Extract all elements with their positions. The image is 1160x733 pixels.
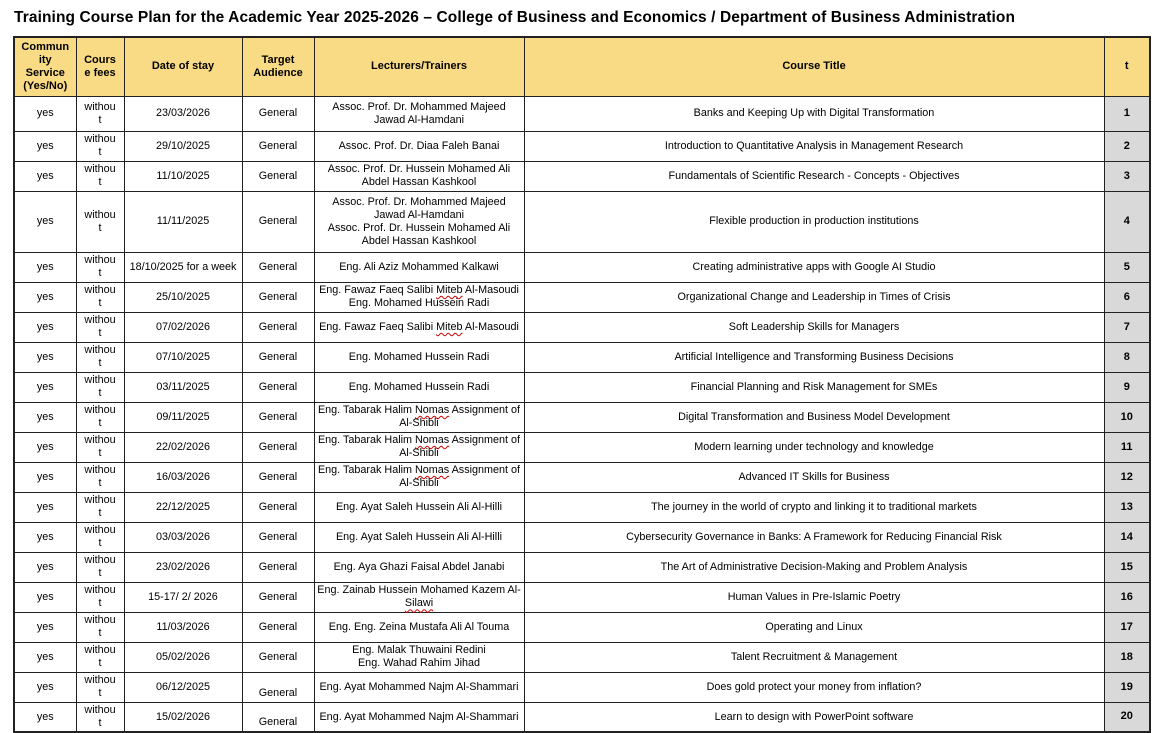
cell-course-title: Modern learning under technology and knowledge: [524, 432, 1104, 462]
cell-course-title: Flexible production in production institutions: [524, 191, 1104, 252]
lecturer-name: Assoc. Prof. Dr. Hussein Mohamed Ali Abdel Hassan Kashkool: [327, 163, 511, 189]
cell-date-of-stay: 03/11/2025: [124, 372, 242, 402]
cell-lecturers: [314, 161, 524, 191]
table-row: [14, 642, 1150, 672]
cell-community-service: yes: [14, 462, 76, 492]
cell-community-service: yes: [14, 492, 76, 522]
cell-course-fees: without: [76, 252, 124, 282]
table-row: [14, 432, 1150, 462]
cell-row-number: 11: [1104, 432, 1150, 462]
cell-lecturers: [314, 402, 524, 432]
lecturer-name: Eng. Fawaz Faeq Salibi Miteb Al-Masoudi: [319, 320, 519, 333]
column-header-course-title: Course Title: [524, 37, 1104, 96]
table-row: [14, 282, 1150, 312]
table-row: [14, 612, 1150, 642]
cell-lecturers: [314, 131, 524, 161]
lecturer-name: Eng. Ayat Saleh Hussein Ali Al-Hilli: [335, 530, 503, 543]
cell-target-audience: General: [242, 552, 314, 582]
cell-community-service: yes: [14, 96, 76, 131]
lecturer-name: Eng. Mohamed Hussein Radi: [348, 297, 490, 310]
cell-row-number: 18: [1104, 642, 1150, 672]
lecturer-name: Eng. Tabarak Halim Nomas Assignment of Al-Shibli: [317, 404, 521, 430]
cell-course-fees: without: [76, 672, 124, 702]
cell-community-service: yes: [14, 191, 76, 252]
table-row: [14, 191, 1150, 252]
table-row: [14, 672, 1150, 702]
cell-community-service: yes: [14, 672, 76, 702]
cell-course-fees: without: [76, 191, 124, 252]
table-row: [14, 342, 1150, 372]
cell-lecturers: [314, 372, 524, 402]
cell-course-title: Does gold protect your money from inflation?: [524, 672, 1104, 702]
cell-date-of-stay: 09/11/2025: [124, 402, 242, 432]
lecturer-name: Eng. Eng. Zeina Mustafa Ali Al Touma: [328, 620, 510, 633]
cell-community-service: yes: [14, 582, 76, 612]
cell-course-title: Advanced IT Skills for Business: [524, 462, 1104, 492]
cell-community-service: yes: [14, 342, 76, 372]
cell-target-audience: General: [242, 462, 314, 492]
column-header-course-fees: Course fees: [76, 37, 124, 96]
cell-course-title: The journey in the world of crypto and linking it to traditional markets: [524, 492, 1104, 522]
cell-target-audience: General: [242, 131, 314, 161]
cell-lecturers: [314, 642, 524, 672]
column-header-target-audience: Target Audience: [242, 37, 314, 96]
cell-row-number: 1: [1104, 96, 1150, 131]
cell-date-of-stay: 03/03/2026: [124, 522, 242, 552]
cell-row-number: 15: [1104, 552, 1150, 582]
lecturer-name: Eng. Zainab Hussein Mohamed Kazem Al-Silawi: [317, 584, 521, 610]
cell-date-of-stay: 23/03/2026: [124, 96, 242, 131]
table-row: [14, 96, 1150, 131]
cell-course-fees: without: [76, 432, 124, 462]
column-header-lecturers: Lecturers/Trainers: [314, 37, 524, 96]
table-row: [14, 372, 1150, 402]
column-header-community-service: Community Service (Yes/No): [14, 37, 76, 96]
cell-course-fees: without: [76, 462, 124, 492]
lecturer-name: Eng. Ali Aziz Mohammed Kalkawi: [339, 260, 499, 273]
table-row: [14, 582, 1150, 612]
cell-course-fees: without: [76, 312, 124, 342]
cell-community-service: yes: [14, 432, 76, 462]
cell-target-audience: General: [242, 96, 314, 131]
cell-course-title: The Art of Administrative Decision-Making and Problem Analysis: [524, 552, 1104, 582]
cell-target-audience: General: [242, 642, 314, 672]
cell-row-number: 12: [1104, 462, 1150, 492]
cell-date-of-stay: 07/02/2026: [124, 312, 242, 342]
cell-course-title: Cybersecurity Governance in Banks: A Framework for Reducing Financial Risk: [524, 522, 1104, 552]
cell-course-fees: without: [76, 282, 124, 312]
cell-date-of-stay: 11/11/2025: [124, 191, 242, 252]
lecturer-name: Eng. Ayat Mohammed Najm Al-Shammari: [319, 710, 519, 723]
cell-date-of-stay: 11/10/2025: [124, 161, 242, 191]
cell-row-number: 17: [1104, 612, 1150, 642]
cell-community-service: yes: [14, 372, 76, 402]
cell-course-fees: without: [76, 402, 124, 432]
cell-row-number: 9: [1104, 372, 1150, 402]
lecturer-name: Eng. Mohamed Hussein Radi: [348, 380, 490, 393]
cell-row-number: 19: [1104, 672, 1150, 702]
cell-course-fees: without: [76, 612, 124, 642]
cell-date-of-stay: 11/03/2026: [124, 612, 242, 642]
cell-lecturers: [314, 702, 524, 732]
cell-course-fees: without: [76, 642, 124, 672]
cell-course-fees: without: [76, 582, 124, 612]
cell-course-title: Organizational Change and Leadership in Times of Crisis: [524, 282, 1104, 312]
lecturer-name: Eng. Ayat Mohammed Najm Al-Shammari: [319, 680, 519, 693]
cell-date-of-stay: 25/10/2025: [124, 282, 242, 312]
lecturer-name: Eng. Mohamed Hussein Radi: [348, 350, 490, 363]
cell-row-number: 3: [1104, 161, 1150, 191]
cell-lecturers: [314, 552, 524, 582]
cell-community-service: yes: [14, 642, 76, 672]
cell-community-service: yes: [14, 312, 76, 342]
cell-row-number: 6: [1104, 282, 1150, 312]
cell-course-title: Artificial Intelligence and Transforming Business Decisions: [524, 342, 1104, 372]
cell-lecturers: [314, 432, 524, 462]
cell-course-title: Fundamentals of Scientific Research - Concepts - Objectives: [524, 161, 1104, 191]
page-title: Training Course Plan for the Academic Year 2025-2026 – College of Business and Economics / Department of Business Administration: [14, 9, 1016, 26]
cell-community-service: yes: [14, 552, 76, 582]
cell-community-service: yes: [14, 161, 76, 191]
cell-date-of-stay: 15/02/2026: [124, 702, 242, 732]
cell-date-of-stay: 22/02/2026: [124, 432, 242, 462]
cell-course-fees: without: [76, 552, 124, 582]
cell-date-of-stay: 18/10/2025 for a week: [124, 252, 242, 282]
lecturer-name: Eng. Wahad Rahim Jihad: [357, 657, 481, 670]
cell-date-of-stay: 29/10/2025: [124, 131, 242, 161]
cell-row-number: 13: [1104, 492, 1150, 522]
cell-community-service: yes: [14, 131, 76, 161]
table-row: [14, 131, 1150, 161]
cell-community-service: yes: [14, 612, 76, 642]
course-plan-table: [13, 36, 1151, 733]
cell-community-service: yes: [14, 522, 76, 552]
cell-row-number: 4: [1104, 191, 1150, 252]
cell-date-of-stay: 16/03/2026: [124, 462, 242, 492]
lecturer-name: Eng. Fawaz Faeq Salibi Miteb Al-Masoudi: [319, 284, 519, 297]
cell-lecturers: [314, 492, 524, 522]
table-row: [14, 252, 1150, 282]
cell-target-audience: General: [242, 522, 314, 552]
cell-lecturers: [314, 252, 524, 282]
cell-date-of-stay: 06/12/2025: [124, 672, 242, 702]
cell-community-service: yes: [14, 252, 76, 282]
cell-date-of-stay: 15-17/ 2/ 2026: [124, 582, 242, 612]
cell-row-number: 7: [1104, 312, 1150, 342]
cell-course-fees: without: [76, 702, 124, 732]
cell-target-audience: General: [242, 432, 314, 462]
cell-row-number: 5: [1104, 252, 1150, 282]
table-header-row: [14, 37, 1150, 96]
cell-course-fees: without: [76, 96, 124, 131]
table-row: [14, 462, 1150, 492]
cell-community-service: yes: [14, 402, 76, 432]
cell-date-of-stay: 22/12/2025: [124, 492, 242, 522]
cell-course-title: Banks and Keeping Up with Digital Transformation: [524, 96, 1104, 131]
table-row: [14, 702, 1150, 732]
table-row: [14, 552, 1150, 582]
cell-lecturers: [314, 312, 524, 342]
cell-course-title: Talent Recruitment & Management: [524, 642, 1104, 672]
lecturer-name: Assoc. Prof. Dr. Mohammed Majeed Jawad Al-Hamdani: [332, 100, 506, 126]
cell-target-audience: General: [242, 342, 314, 372]
cell-target-audience: General: [242, 312, 314, 342]
cell-course-fees: without: [76, 161, 124, 191]
lecturer-name: Assoc. Prof. Dr. Diaa Faleh Banai: [338, 139, 500, 152]
cell-course-fees: without: [76, 492, 124, 522]
cell-community-service: yes: [14, 282, 76, 312]
column-header-date-of-stay: Date of stay: [124, 37, 242, 96]
cell-row-number: 10: [1104, 402, 1150, 432]
cell-lecturers: [314, 342, 524, 372]
cell-row-number: 14: [1104, 522, 1150, 552]
cell-lecturers: [314, 612, 524, 642]
cell-course-fees: without: [76, 522, 124, 552]
table-row: [14, 312, 1150, 342]
cell-community-service: yes: [14, 702, 76, 732]
lecturer-name: Eng. Tabarak Halim Nomas Assignment of Al-Shibli: [317, 434, 521, 460]
cell-course-fees: without: [76, 372, 124, 402]
cell-target-audience: General: [242, 282, 314, 312]
lecturer-name: Eng. Aya Ghazi Faisal Abdel Janabi: [333, 560, 505, 573]
cell-target-audience: General: [242, 252, 314, 282]
table-row: [14, 402, 1150, 432]
cell-course-title: Financial Planning and Risk Management for SMEs: [524, 372, 1104, 402]
cell-date-of-stay: 05/02/2026: [124, 642, 242, 672]
cell-target-audience: General: [242, 672, 314, 702]
cell-target-audience: General: [242, 702, 314, 732]
cell-target-audience: General: [242, 372, 314, 402]
lecturer-name: Eng. Tabarak Halim Nomas Assignment of Al-Shibli: [317, 464, 521, 490]
cell-target-audience: General: [242, 402, 314, 432]
lecturer-name: Assoc. Prof. Dr. Hussein Mohamed Ali Abdel Hassan Kashkool: [327, 221, 511, 248]
cell-course-fees: without: [76, 342, 124, 372]
column-header-row-number: t: [1104, 37, 1150, 96]
cell-course-title: Human Values in Pre-Islamic Poetry: [524, 582, 1104, 612]
lecturer-name: Assoc. Prof. Dr. Mohammed Majeed Jawad Al-Hamdani: [332, 195, 506, 221]
cell-course-title: Learn to design with PowerPoint software: [524, 702, 1104, 732]
cell-course-title: Digital Transformation and Business Model Development: [524, 402, 1104, 432]
cell-lecturers: [314, 672, 524, 702]
cell-target-audience: General: [242, 492, 314, 522]
cell-lecturers: [314, 462, 524, 492]
lecturer-name: Eng. Malak Thuwaini Redini: [352, 644, 486, 657]
cell-lecturers: [314, 282, 524, 312]
lecturer-name: Eng. Ayat Saleh Hussein Ali Al-Hilli: [335, 500, 503, 513]
cell-lecturers: [314, 582, 524, 612]
cell-date-of-stay: 23/02/2026: [124, 552, 242, 582]
cell-course-title: Soft Leadership Skills for Managers: [524, 312, 1104, 342]
cell-course-title: Creating administrative apps with Google AI Studio: [524, 252, 1104, 282]
table-row: [14, 492, 1150, 522]
cell-lecturers: [314, 522, 524, 552]
cell-target-audience: General: [242, 191, 314, 252]
cell-lecturers: [314, 191, 524, 252]
cell-row-number: 20: [1104, 702, 1150, 732]
table-row: [14, 161, 1150, 191]
cell-target-audience: General: [242, 612, 314, 642]
cell-course-title: Operating and Linux: [524, 612, 1104, 642]
cell-date-of-stay: 07/10/2025: [124, 342, 242, 372]
table-row: [14, 522, 1150, 552]
cell-row-number: 16: [1104, 582, 1150, 612]
cell-course-fees: without: [76, 131, 124, 161]
cell-course-title: Introduction to Quantitative Analysis in Management Research: [524, 131, 1104, 161]
cell-target-audience: General: [242, 582, 314, 612]
cell-target-audience: General: [242, 161, 314, 191]
cell-row-number: 8: [1104, 342, 1150, 372]
cell-row-number: 2: [1104, 131, 1150, 161]
cell-lecturers: [314, 96, 524, 131]
